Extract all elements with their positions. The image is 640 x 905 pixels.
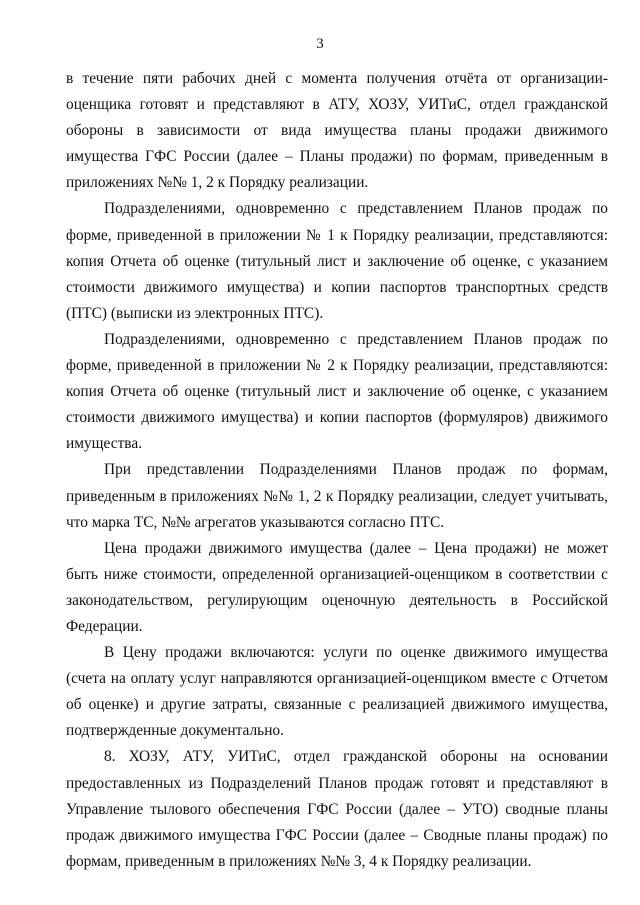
paragraph-item-8: 8. ХОЗУ, АТУ, УИТиС, отдел гражданской обороны на основании предоставленных из Подразделений Планов продаж готовят и представляют в Управление тылового обеспечения ГФС России (далее – УТО) сводные планы продаж движимого имущества ГФС России (далее – Сводные планы продаж) по формам, приведенным в приложениях №№ 3, 4 к Порядку реализации. [66, 748, 608, 870]
document-body [66, 66, 608, 875]
paragraph-continuation: в течение пяти рабочих дней с момента получения отчёта от организации-оценщика готовят и представляют в АТУ, ХОЗУ, УИТиС, отдел гражданской обороны в зависимости от вида имущества планы продажи движимого имущества ГФС России (далее – Планы продажи) по формам, приведенным в приложениях №№ 1, 2 к Порядку реализации. [66, 70, 608, 192]
paragraph-sale-price: Цена продажи движимого имущества (далее – Цена продажи) не может быть ниже стоимости, определенной организацией-оценщиком в соответствии с законодательством, регулирующим оценочную деятельность в Российской Федерации. [66, 539, 608, 635]
paragraph-attachment-2: Подразделениями, одновременно с представлением Планов продаж по форме, приведенной в приложении № 2 к Порядку реализации, представляются: копия Отчета об оценке (титульный лист и заключение об оценке, с указанием стоимости движимого имущества) и копии паспортов (формуляров) движимого имущества. [66, 330, 608, 453]
paragraph-attachment-1: Подразделениями, одновременно с представлением Планов продаж по форме, приведенной в приложении № 1 к Порядку реализации, представляются: копия Отчета об оценке (титульный лист и заключение об оценке, с указанием стоимости движимого имущества) и копии паспортов транспортных средств (ПТС) (выписки из электронных ПТС). [66, 200, 608, 322]
paragraph-pts-note: При представлении Подразделениями Планов продаж по формам, приведенным в приложениях №№ 1, 2 к Порядку реализации, следует учитывать, что марка ТС, №№ агрегатов указываются согласно ПТС. [66, 461, 608, 531]
paragraph-price-includes: В Цену продажи включаются: услуги по оценке движимого имущества (счета на оплату услуг направляются организацией-оценщиком вместе с Отчетом об оценке) и другие затраты, связанные с реализацией движимого имущества, подтвержденные документально. [66, 644, 608, 740]
page-number: 3 [316, 36, 324, 52]
